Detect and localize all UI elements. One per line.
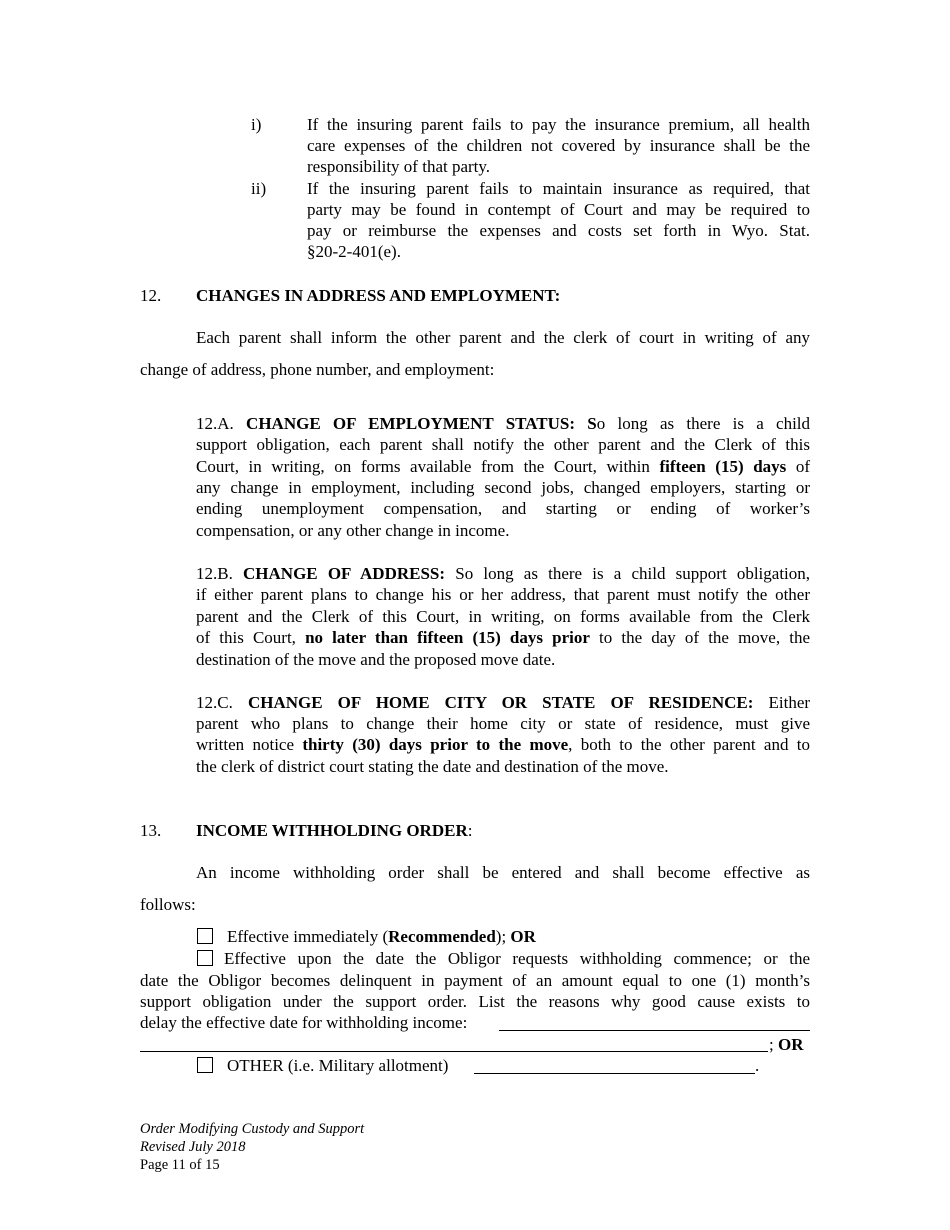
section-12c-line-1: 12.C. CHANGE OF HOME CITY OR STATE OF RESIDENCE: Either <box>196 693 811 712</box>
section-12b-line-2: if either parent plans to change his or her address, that parent must notify the other <box>196 585 810 604</box>
section-12b-line-4: of this Court, no later than fifteen (15) days prior to the day of the move, the <box>196 628 810 647</box>
list-item-ii-line-4: §20-2-401(e). <box>307 242 401 261</box>
immediate-option-label: Effective immediately (Recommended); OR <box>227 927 536 946</box>
upon-request-line-2: date the Obligor becomes delinquent in payment of an amount equal to one (1) month’s <box>140 971 810 990</box>
section-12-intro-line-1: Each parent shall inform the other parent and the clerk of court in writing of any <box>196 328 810 347</box>
list-item-i-line-3: responsibility of that party. <box>307 157 491 176</box>
good-cause-blank-1[interactable] <box>499 1030 810 1031</box>
section-13-intro-line-2: follows: <box>140 895 196 914</box>
upon-request-line-1: Effective upon the date the Obligor requests withholding commence; or the <box>224 949 810 968</box>
other-option-label: OTHER (i.e. Military allotment) <box>227 1056 449 1075</box>
list-item-i-line-2: care expenses of the children not covered by insurance shall be the <box>307 136 810 155</box>
list-marker-ii: ii) <box>251 179 267 198</box>
footer-document-title: Order Modifying Custody and Support <box>140 1121 365 1137</box>
good-cause-blank-2[interactable] <box>140 1051 768 1052</box>
immediate-checkbox[interactable] <box>197 928 213 944</box>
other-blank[interactable] <box>474 1073 755 1074</box>
footer-revision: Revised July 2018 <box>140 1139 246 1155</box>
section-12a-line-1: 12.A. CHANGE OF EMPLOYMENT STATUS: So long as there is a child <box>196 414 811 433</box>
footer-page-number: Page 11 of 15 <box>140 1157 220 1173</box>
other-option-end: . <box>755 1056 760 1075</box>
upon-request-line-4: delay the effective date for withholding income: <box>140 1013 468 1032</box>
upon-request-line-3: support obligation under the support order. List the reasons why good cause exists to <box>140 992 810 1011</box>
section-12a-line-2: support obligation, each parent shall notify the other parent and the Clerk of this <box>196 435 810 454</box>
list-item-ii-line-2: party may be found in contempt of Court and may be required to <box>307 200 810 219</box>
section-12b-line-3: parent and the Clerk of this Court, in writing, on forms available from the Clerk <box>196 607 810 626</box>
section-12-intro-line-2: change of address, phone number, and employment: <box>140 360 495 379</box>
other-checkbox[interactable] <box>197 1057 213 1073</box>
section-13-title: INCOME WITHHOLDING ORDER: <box>196 821 473 840</box>
section-12b-line-1: 12.B. CHANGE OF ADDRESS: So long as there is a child support obligation, <box>196 564 811 583</box>
section-12c-line-2: parent who plans to change their home city or state of residence, must give <box>196 714 810 733</box>
section-12a-line-5: ending unemployment compensation, and starting or ending of worker’s <box>196 499 810 518</box>
list-item-ii-line-1: If the insuring parent fails to maintain insurance as required, that <box>307 179 810 198</box>
section-13-intro-line-1: An income withholding order shall be entered and shall become effective as <box>196 863 810 882</box>
section-13-number: 13. <box>140 821 162 840</box>
section-12-number: 12. <box>140 286 162 305</box>
section-12a-line-4: any change in employment, including second jobs, changed employers, starting or <box>196 478 810 497</box>
section-12c-line-3: written notice thirty (30) days prior to the move, both to the other parent and to <box>196 735 811 754</box>
list-item-i-line-1: If the insuring parent fails to pay the insurance premium, all health <box>307 115 810 134</box>
section-12c-line-4: the clerk of district court stating the date and destination of the move. <box>196 757 669 776</box>
section-12b-line-5: destination of the move and the proposed move date. <box>196 650 556 669</box>
section-12a-line-3: Court, in writing, on forms available from the Court, within fifteen (15) days of <box>196 457 811 476</box>
section-12-title: CHANGES IN ADDRESS AND EMPLOYMENT: <box>196 286 561 305</box>
upon-request-checkbox[interactable] <box>197 950 213 966</box>
list-marker-i: i) <box>251 115 262 134</box>
section-12a-line-6: compensation, or any other change in income. <box>196 521 510 540</box>
upon-request-or: ; OR <box>769 1035 804 1054</box>
list-item-ii-line-3: pay or reimburse the expenses and costs set forth in Wyo. Stat. <box>307 221 810 240</box>
